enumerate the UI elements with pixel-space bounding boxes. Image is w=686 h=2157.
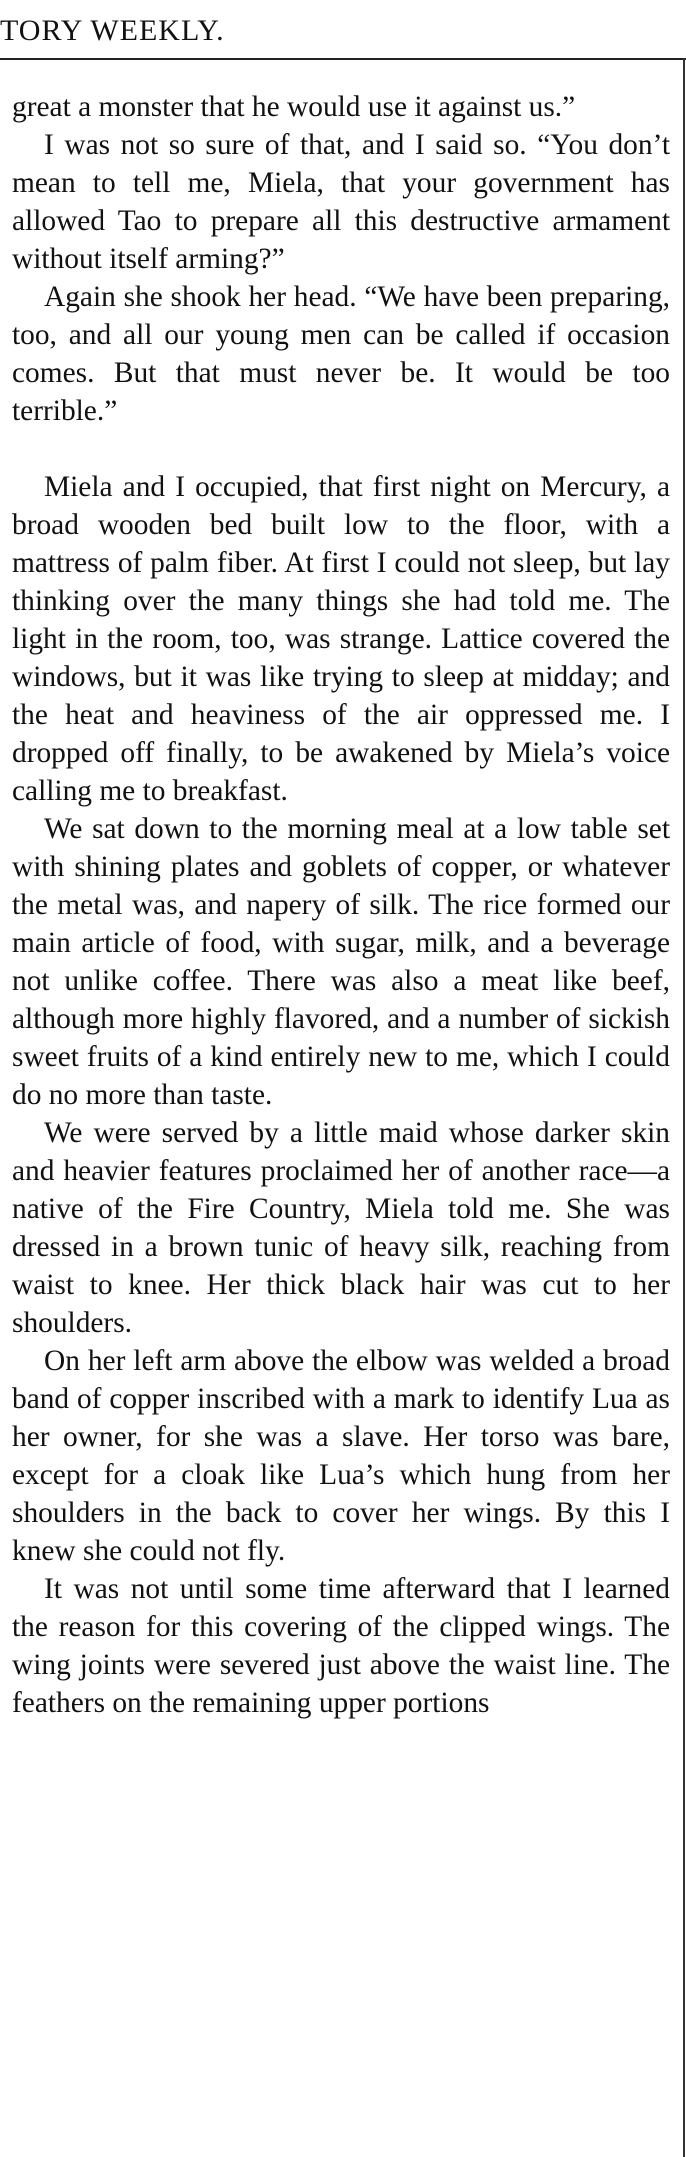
paragraph: I was not so sure of that, and I said so. “You don’t mean to tell me, Miela, that your government has allowed Tao to prepare all this destructive armament without itself arming?” [12,129,670,275]
paragraph: On her left arm above the elbow was welded a broad band of copper inscribed with a mark to identify Lua as her owner, for she was a slave. Her torso was bare, except for a cloak like Lua’s which hung from her shoulders in the back to cover her wings. By this I knew she could not fly. [12,1345,670,1567]
story-column [12,88,670,1722]
paragraph: Again she shook her head. “We have been preparing, too, and all our young men can be called if occasion comes. But that must never be. It would be too terrible.” [12,281,670,427]
running-header: TORY WEEKLY. [0,14,225,47]
paragraph: We were served by a little maid whose darker skin and heavier features proclaimed her of another race—a native of the Fire Country, Miela told me. She was dressed in a brown tunic of heavy silk, reaching from waist to knee. Her thick black hair was cut to her shoulders. [12,1117,670,1339]
paragraph: Miela and I occupied, that first night on Mercury, a broad wooden bed built low to the floor, with a mattress of palm fiber. At first I could not sleep, but lay thinking over the many things she had told me. The light in the room, too, was strange. Lattice covered the windows, but it was like trying to sleep at midday; and the heat and heaviness of the air oppressed me. I dropped off finally, to be awakened by Miela’s voice calling me to breakfast. [12,471,670,807]
paragraph: It was not until some time afterward that I learned the reason for this covering of the clipped wings. The wing joints were severed just above the waist line. The feathers on the remaining upper portions [12,1573,670,1719]
header-rule [0,58,686,60]
paragraph: great a monster that he would use it against us.” [12,91,576,123]
column-rule [683,58,685,2157]
paragraph: We sat down to the morning meal at a low table set with shining plates and goblets of copper, or whatever the metal was, and napery of silk. The rice formed our main article of food, with sugar, milk, and a beverage not unlike coffee. There was also a meat like beef, although more highly flavored, and a number of sickish sweet fruits of a kind entirely new to me, which I could do no more than taste. [12,813,670,1111]
